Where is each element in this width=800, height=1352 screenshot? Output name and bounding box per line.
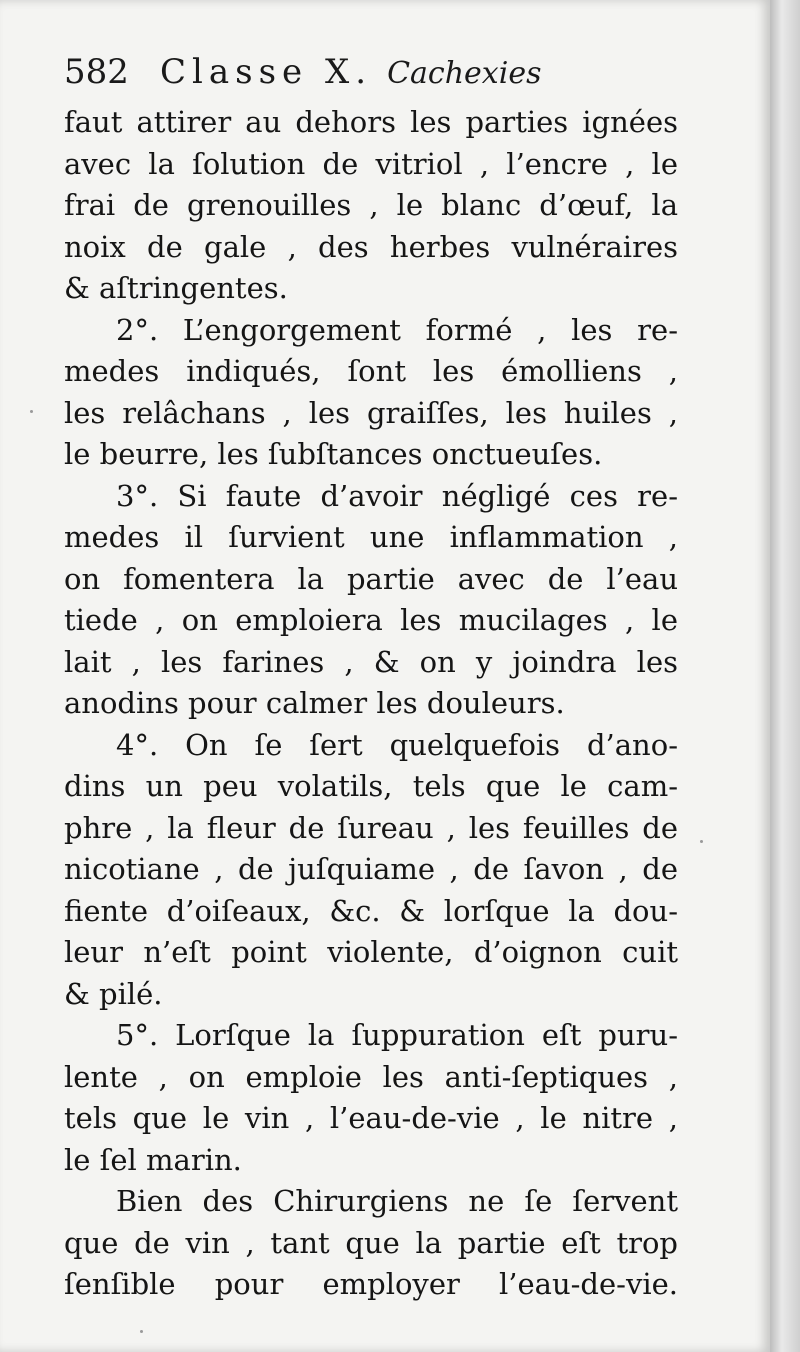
page-edge	[770, 0, 800, 1352]
text-line: le beurre, les ſubſtances onctueuſes.	[64, 437, 603, 471]
text-line: & aſtringentes.	[64, 271, 288, 305]
text-line: 4°. On ſe ſert quelquefois d’ano-	[116, 727, 678, 762]
page-header	[64, 52, 684, 104]
text-line: medes indiqués, ſont les émolliens ,	[64, 354, 678, 388]
paper-speck	[140, 1330, 143, 1333]
text-line: on fomentera la partie avec de l’eau	[64, 561, 678, 596]
text-line: anodins pour calmer les douleurs.	[64, 686, 565, 720]
paper-speck	[30, 410, 33, 413]
text-line: que de vin , tant que la partie eſt trop	[64, 1225, 678, 1260]
text-line: Bien des Chirurgiens ne ſe ſervent	[116, 1184, 678, 1218]
text-line: lente , on emploie les anti-ſeptiques ,	[64, 1059, 678, 1094]
text-line: faut attirer au dehors les parties ignées	[64, 105, 678, 139]
text-line: avec la ſolution de vitriol , l’encre , le	[64, 146, 678, 181]
text-line: phre , la fleur de ſureau , les feuilles de	[64, 810, 678, 845]
text-line: le ſel marin.	[64, 1142, 242, 1177]
text-line: medes il ſurvient une inflammation ,	[64, 520, 678, 554]
body-text	[64, 102, 678, 1306]
text-line: tiede , on emploiera les mucilages , le	[64, 603, 678, 637]
text-line: 2°. L’engorgement formé , les re-	[116, 312, 678, 347]
text-line: noix de gale , des herbes vulnéraires	[64, 229, 678, 264]
text-line: lait , les farines , & on y joindra les	[64, 644, 678, 679]
class-title: Classe X.	[160, 52, 372, 92]
text-line: nicotiane , de juſquiame , de ſavon , de	[64, 852, 678, 886]
text-line: leur n’eſt point violente, d’oignon cuit	[64, 935, 678, 969]
paper-speck	[700, 840, 703, 843]
text-line: dins un peu volatils, tels que le cam-	[64, 769, 678, 803]
text-line: 5°. Lorſque la ſuppuration eſt puru-	[116, 1018, 678, 1052]
text-line: & pilé.	[64, 976, 163, 1011]
text-line: les relâchans , les graiſſes, les huiles ,	[64, 395, 678, 430]
page-number: 582	[64, 52, 129, 92]
running-head: Cachexies	[387, 56, 542, 91]
text-line: fiente d’oiſeaux, &c. & lorſque la dou-	[64, 893, 678, 928]
text-line: ſenſible pour employer l’eau-de-vie.	[64, 1267, 678, 1301]
text-line: tels que le vin , l’eau-de-vie , le nitre ,	[64, 1101, 678, 1135]
text-line: frai de grenouilles , le blanc d’œuf, la	[64, 188, 678, 222]
text-line: 3°. Si faute d’avoir négligé ces re-	[116, 478, 678, 513]
